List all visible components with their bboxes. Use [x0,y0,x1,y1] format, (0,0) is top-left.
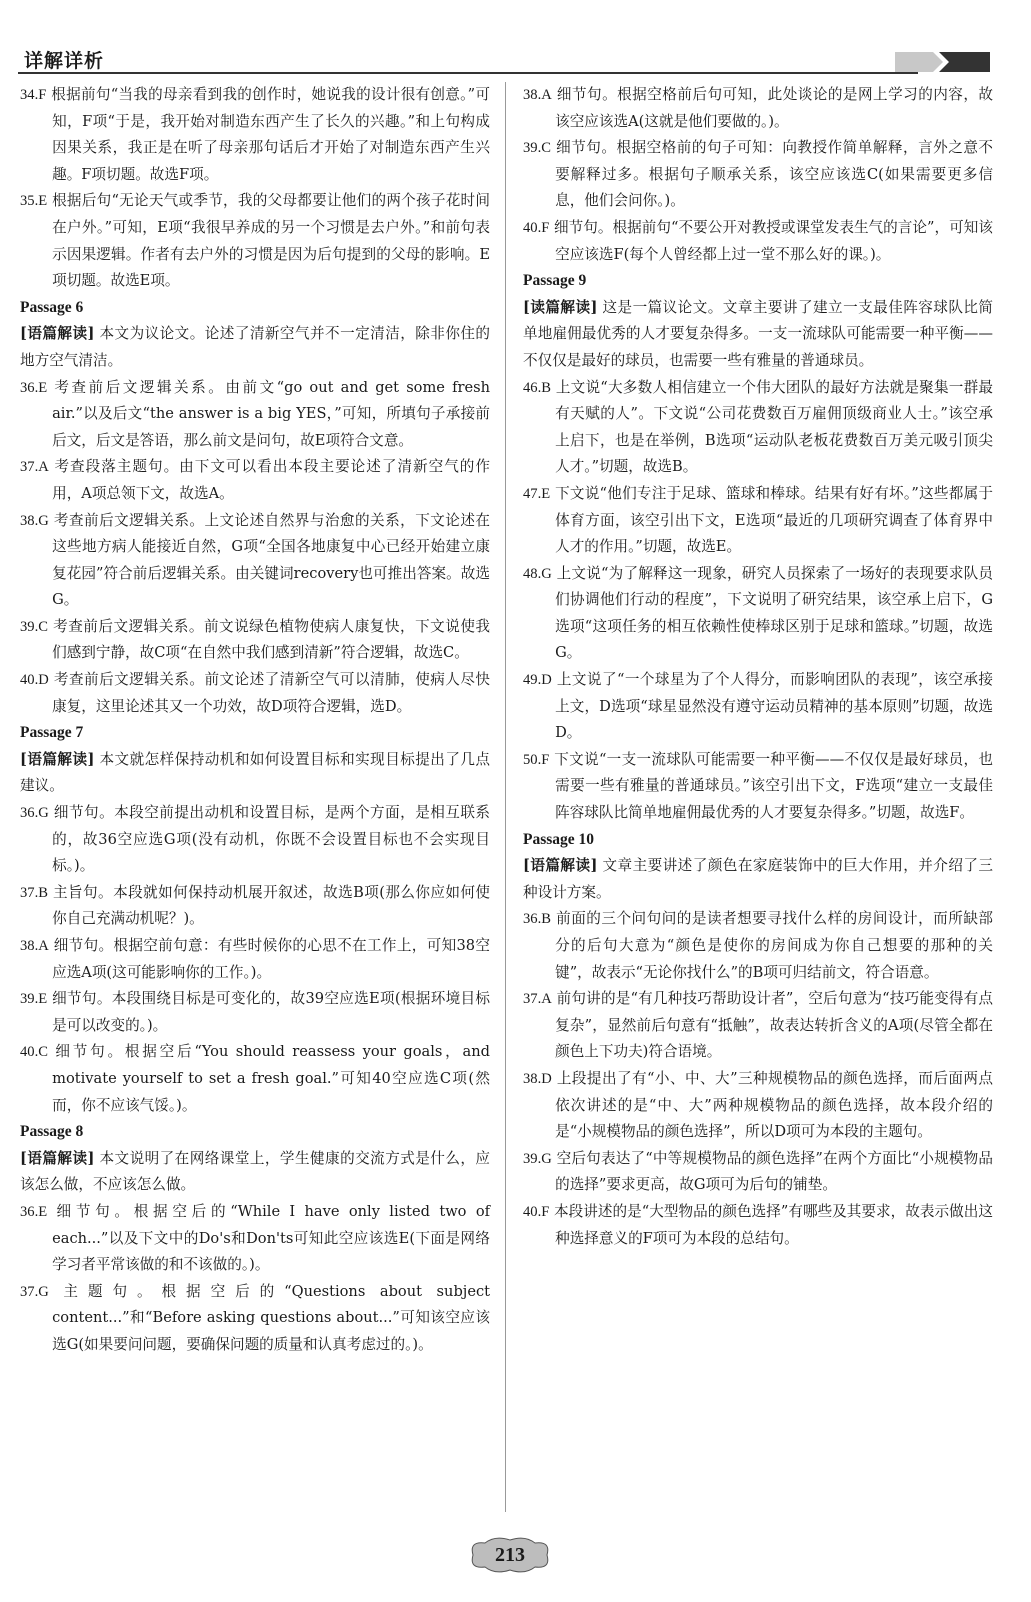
answer-number: 38.G [20,512,49,529]
answer-entry [20,614,490,667]
reading-summary [20,1146,490,1199]
answer-number: 39.G [523,1150,552,1167]
answer-explanation: 细节句。根据前句“不要公开对教授或课堂发表生气的言论”，可知该空应该选F(每个人曾经都上过一堂不那么好的课。)。 [554,218,993,263]
right-column [523,82,993,1252]
answer-entry [523,375,993,481]
header-rule [18,72,918,74]
reading-summary [523,853,993,906]
answer-explanation: 考查前后文逻辑关系。前文说绿色植物使病人康复快，下文说使我们感到宁静，故C项“在自然中我们感到清新”符合逻辑，故选C。 [52,617,490,662]
reading-text: 本文就怎样保持动机和如何设置目标和实现目标提出了几点建议。 [20,750,491,795]
answer-explanation: 主题句。根据空后的“Questions about subject content...”和“Before asking questions about...”可知该空应该选G(如果要问问题，要确保问题的质量和认真考虑过的。)。 [52,1282,490,1353]
answer-explanation: 细节句。根据空前句意：有些时候你的心思不在工作上，可知38空应选A项(这可能影响你的工作。)。 [52,937,490,981]
header-title: 详解详析 [24,50,105,72]
answer-explanation: 考查前后文逻辑关系。由前文“go out and get some fresh air.”以及后文“the answer is a big YES，”可知，所填句子承接前后文，后文是答语，那么前文是问句，故E项符合文意。 [52,378,490,449]
passage-heading: Passage 9 [523,272,587,290]
answer-number: 37.A [523,991,552,1008]
answer-explanation: 细节句。本段围绕目标是可变化的，故39空应选E项(根据环境目标是可以改变的。)。 [52,990,491,1034]
passage-heading: Passage 8 [20,1123,84,1141]
answer-entry [523,747,993,827]
answer-explanation: 上文说了“一个球星为了个人得分，而影响团队的表现”，该空承接上文，D选项“球星显然没有遵守运动员精神的基本原则”切题，故选D。 [555,671,993,742]
reading-text: 这是一篇议论文。文章主要讲了建立一支最佳阵容球队比简单地雇佣最优秀的人才要复杂得多。一支一流球队可能需要一种平衡——不仅仅是最好的球员，也需要一些有雅量的普通球员。 [523,298,994,369]
answer-entry [20,188,490,294]
answer-entry [20,1279,490,1359]
answer-entry [20,880,490,933]
passage-heading: Passage 7 [20,724,84,742]
answer-number: 39.C [523,140,551,157]
answer-entry [20,454,490,507]
answer-entry [523,135,993,215]
answer-number: 38.A [523,87,552,103]
reading-summary [20,747,490,800]
answer-number: 40.C [20,1044,48,1061]
answer-number: 37.A [20,459,49,476]
answer-entry [523,906,993,986]
answer-entry [523,986,993,1066]
answer-number: 46.B [523,379,551,396]
answer-entry [523,561,993,667]
answer-number: 38.A [20,938,49,954]
answer-entry [523,481,993,561]
answer-number: 37.B [20,884,48,901]
reading-tag: [语篇解读] [20,325,95,343]
answer-number: 47.E [523,485,551,502]
reading-summary [523,295,993,375]
answer-number: 35.E [20,193,48,210]
answer-entry [20,1199,490,1279]
answer-explanation: 考查前后文逻辑关系。前文论述了清新空气可以清肺，使病人尽快康复，这里论述其又一个功效，故D项符合逻辑，选D。 [52,671,490,715]
answer-explanation: 下文说“他们专注于足球、篮球和棒球。结果有好有坏。”这些都属于体育方面，该空引出下文，E选项“最近的几项研究调查了体育界中人才的作用。”切题，故选E。 [555,484,994,556]
answer-number: 36.E [20,379,48,396]
answer-number: 50.F [523,751,550,768]
answer-explanation: 前句讲的是“有几种技巧帮助设计者”，空后句意为“技巧能变得有点复杂”，显然前后句意有“抵触”，故表达转折含义的A项(尽管全都在颜色上下功夫)符合语境。 [555,990,994,1061]
answer-number: 48.G [523,565,552,582]
answer-number: 39.C [20,618,48,635]
answer-entry [20,667,490,720]
answer-explanation: 细节句。本段空前提出动机和设置目标，是两个方面，是相互联系的，故36空应选G项(没有动机，你既不会设置目标也不会实现目标。)。 [52,804,490,875]
answer-entry [20,82,490,188]
page-number: 213 [495,1544,525,1566]
answer-explanation: 上文说“为了解释这一现象，研究人员探索了一场好的表现要求队员们协调他们行动的程度”，下文说明了研究结果，该空承上启下，G选项“这项任务的相互依赖性使棒球区别于足球和篮球。”切题，故选G。 [555,564,994,662]
answer-explanation: 细节句。根据空后的“While I have only listed two of each...”以及下文中的Do's和Don'ts可知此空应该选E(下面是网络学习者平常该做的和不该做的。)。 [52,1202,491,1274]
reading-text: 本文说明了在网络课堂上，学生健康的交流方式是什么，应该怎么做，不应该怎么做。 [20,1149,491,1194]
answer-explanation: 细节句。根据空格前的句子可知：向教授作简单解释，言外之意不要解释过多。根据句子顺承关系，该空应该选C(如果需要更多信息，他们会问你。)。 [555,139,993,210]
reading-summary [20,321,490,374]
answer-explanation: 细节句。根据空后“You should reassess your goals，and motivate yourself to set a fresh goal.”可知40空应选C项(然而，你不应该气馁。)。 [52,1043,490,1114]
answer-number: 37.G [20,1283,49,1300]
answer-entry [20,375,490,455]
answer-number: 49.D [523,672,552,689]
answer-explanation: 根据前句“当我的母亲看到我的创作时，她说我的设计很有创意。”可知，F项“于是，我开始对制造东西产生了长久的兴趣。”和上句构成因果关系，我正是在听了母亲那句话后才开始了对制造东西产生兴趣。F项切题。故选F项。 [51,86,491,183]
answer-explanation: 空后句表达了“中等规模物品的颜色选择”在两个方面比“小规模物品的选择”要求更高，故G项可为后句的铺垫。 [555,1149,994,1194]
answer-entry [523,1199,993,1252]
answer-explanation: 前面的三个问句问的是读者想要寻找什么样的房间设计，而所缺部分的后句大意为“颜色是使你的房间成为你自己想要的那种的关键”，故表示“无论你找什么”的B项可归结前文，符合语意。 [555,910,993,981]
answer-explanation: 上段提出了有“小、中、大”三种规模物品的颜色选择，而后面两点依次讲述的是“中、大”两种规模物品的颜色选择，故本段介绍的是“小规模物品的颜色选择”，所以D项可为本段的主题句。 [555,1069,993,1141]
answer-number: 38.D [523,1070,552,1087]
header-arrow-icon [895,52,990,72]
answer-explanation: 考查段落主题句。由下文可以看出本段主要论述了清新空气的作用，A项总领下文，故选A。 [52,458,490,502]
reading-text: 本文为议论文。论述了清新空气并不一定清洁，除非你住的地方空气清洁。 [20,325,491,369]
answer-explanation: 根据后句“无论天气或季节，我的父母都要让他们的两个孩子花时间在户外。”可知，E项“我很早养成的另一个习惯是去户外。”和前句表示因果逻辑。作者有去户外的习惯是因为后句提到的父母的影响。E项切题。故选E项。 [52,192,490,290]
answer-number: 36.E [20,1203,48,1220]
answer-number: 34.F [20,87,47,103]
passage-heading: Passage 6 [20,298,84,316]
left-column [20,82,490,1359]
answer-number: 36.B [523,911,551,928]
answer-explanation: 下文说“一支一流球队可能需要一种平衡——不仅仅是最好球员，也需要一些有雅量的普通球员。”该空引出下文，F选项“建立一支最佳阵容球队比简单地雇佣最优秀的人才要复杂得多。”切题，故选F。 [554,750,994,822]
answer-entry [523,215,993,268]
answer-entry [20,508,490,614]
reading-tag: [语篇解读] [523,857,598,875]
column-divider [505,82,506,1512]
answer-explanation: 考查前后文逻辑关系。上文论述自然界与治愈的关系，下文论述在这些地方病人能接近自然，G项“全国各地康复中心已经开始建立康复花园”符合前后逻辑关系。由关键词recovery也可推出答案。故选G。 [52,511,490,609]
reading-tag: [语篇解读] [20,1149,95,1167]
answer-entry [523,667,993,747]
answer-entry [20,800,490,880]
passage-heading: Passage 10 [523,830,595,848]
reading-text: 文章主要讲述了颜色在家庭装饰中的巨大作用，并介绍了三种设计方案。 [523,857,994,901]
answer-number: 40.D [20,672,49,689]
reading-tag: [语篇解读] [20,750,95,768]
answer-entry [20,933,490,986]
answer-entry [20,986,490,1039]
reading-tag: [读篇解读] [523,298,598,316]
answer-number: 40.F [523,219,550,236]
answer-entry [523,82,993,135]
answer-entry [20,1039,490,1119]
answer-explanation: 主旨句。本段就如何保持动机展开叙述，故选B项(那么你应如何使你自己充满动机呢？)。 [52,883,491,928]
answer-explanation: 上文说“大多数人相信建立一个伟大团队的最好方法就是聚集一群最有天赋的人”。下文说“公司花费数百万雇佣顶级商业人士。”该空承上启下，也是在举例，B选项“运动队老板花费数百万美元吸引顶尖人才。”切题，故选B。 [555,378,994,476]
answer-entry [523,1066,993,1146]
answer-number: 39.E [20,991,48,1008]
answer-number: 40.F [523,1203,550,1220]
answer-explanation: 本段讲述的是“大型物品的颜色选择”有哪些及其要求，故表示做出这种选择意义的F项可为本段的总结句。 [554,1202,993,1247]
answer-number: 36.G [20,805,49,822]
answer-explanation: 细节句。根据空格前后句可知，此处谈论的是网上学习的内容，故该空应该选A(这就是他们要做的。)。 [555,86,993,130]
page-header [18,42,990,78]
answer-entry [523,1146,993,1199]
